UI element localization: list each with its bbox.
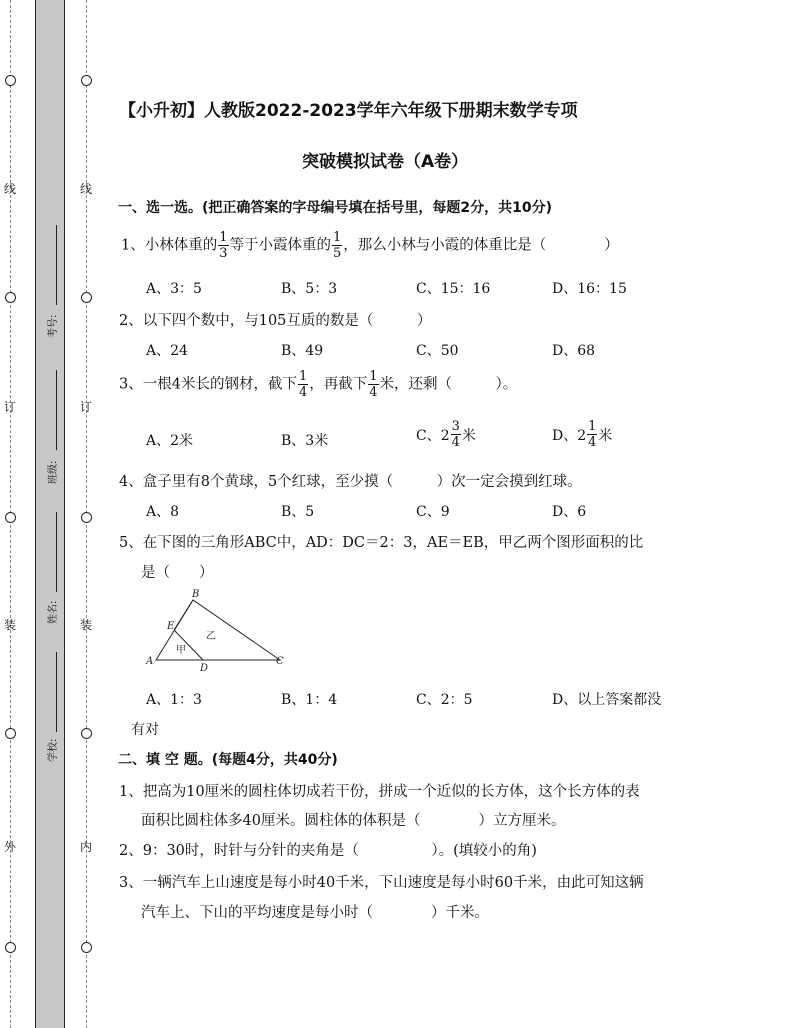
option-a: A、8 xyxy=(146,504,180,520)
option-d: D、以上答案都没 xyxy=(552,692,662,708)
binding-hole xyxy=(81,292,92,303)
option-c: C、15：16 xyxy=(416,281,491,297)
fill-question-3: 3、一辆汽车上山速度是每小时40千米，下山速度是每小时60千米，由此可知这辆 xyxy=(119,875,644,891)
page-subtitle: 突破模拟试卷（A卷） xyxy=(302,152,469,172)
fill-question-3-continued: 汽车上、下山的平均速度是每小时（ ）千米。 xyxy=(141,905,489,921)
option-d: D、2 $\frac{1}{4}$ 米 xyxy=(552,419,613,450)
field-underline xyxy=(56,512,57,592)
option-d-continued: 有对 xyxy=(131,722,159,738)
question-5-continued: 是（ ） xyxy=(141,565,214,581)
binding-hole xyxy=(5,512,16,523)
margin-char-zhuang: 装 xyxy=(4,618,17,632)
fraction: $\frac{1}{4}$ xyxy=(298,369,308,400)
option-a: A、2米 xyxy=(146,433,194,449)
fraction: $\frac{1}{4}$ xyxy=(369,369,378,400)
fraction: $\frac{1}{4}$ xyxy=(588,419,597,450)
fraction: $\frac{3}{4}$ xyxy=(451,419,460,450)
section-heading-choice: 一、选一选。(把正确答案的字母编号填在括号里，每题2分，共10分) xyxy=(118,200,553,216)
section-heading-fill: 二、填 空 题。(每题4分，共40分) xyxy=(118,752,338,768)
option-c: C、2 $\frac{3}{4}$ 米 xyxy=(416,419,476,450)
option-d: D、16：15 xyxy=(552,281,627,297)
option-b: B、1：4 xyxy=(281,692,338,708)
label-e: E xyxy=(167,621,175,632)
binding-strip xyxy=(35,0,65,1028)
option-a: A、3：5 xyxy=(146,281,202,297)
label-c: C xyxy=(276,656,284,667)
fill-question-1: 1、把高为10厘米的圆柱体切成若干份，拼成一个近似的长方体，这个长方体的表 xyxy=(119,784,640,800)
option-b: B、5：3 xyxy=(281,281,338,297)
margin-char-wai: 外 xyxy=(4,840,17,854)
label-d: D xyxy=(200,663,209,674)
label-b: B xyxy=(192,589,200,600)
binding-hole xyxy=(81,512,92,523)
question-2: 2、以下四个数中，与105互质的数是（ ） xyxy=(119,313,432,329)
fraction: $\frac{1}{3}$ xyxy=(219,230,228,261)
binding-hole xyxy=(5,292,16,303)
field-school: 学校: xyxy=(48,738,59,762)
question-3: 3、一根4米长的钢材，截下 $\frac{1}{4}$ ，再截下 $\frac{1}{4}$ 米，还剩（ ）。 xyxy=(119,369,518,400)
binding-hole xyxy=(81,942,92,953)
binding-hole xyxy=(5,942,16,953)
option-d: D、68 xyxy=(552,343,596,359)
option-d: D、6 xyxy=(552,504,587,520)
margin-char-ding: 订 xyxy=(80,400,93,414)
option-c: C、9 xyxy=(416,504,450,520)
field-exam-number: 考号: xyxy=(48,314,59,338)
margin-char-xian: 线 xyxy=(4,182,17,196)
option-b: B、49 xyxy=(281,343,324,359)
fill-question-2: 2、9：30时，时针与分针的夹角是（ ）。(填较小的角) xyxy=(119,843,537,859)
margin-char-nei: 内 xyxy=(80,840,93,854)
question-5: 5、在下图的三角形ABC中，AD：DC＝2：3，AE＝EB，甲乙两个图形面积的比 xyxy=(119,535,644,551)
option-a: A、24 xyxy=(146,343,188,359)
question-1: 1、小林体重的 $\frac{1}{3}$ 等于小霞体重的 $\frac{1}{5}$ ，那么小林与小霞的体重比是（ ） xyxy=(121,230,619,261)
margin-char-xian: 线 xyxy=(80,182,93,196)
fill-question-1-continued: 面积比圆柱体多40厘米。圆柱体的体积是（ ）立方厘米。 xyxy=(141,813,566,829)
field-underline xyxy=(56,652,57,732)
option-c: C、2：5 xyxy=(416,692,473,708)
field-underline xyxy=(56,370,57,450)
label-a: A xyxy=(146,656,154,667)
field-underline xyxy=(56,225,57,305)
option-b: B、3米 xyxy=(281,433,329,449)
margin-char-ding: 订 xyxy=(4,400,17,414)
field-name: 姓名: xyxy=(48,600,59,624)
option-a: A、1：3 xyxy=(146,692,202,708)
binding-hole xyxy=(81,728,92,739)
triangle-abc-figure xyxy=(140,585,300,675)
binding-hole xyxy=(81,75,92,86)
option-c: C、50 xyxy=(416,343,459,359)
field-class: 班级: xyxy=(48,460,59,484)
margin-char-zhuang: 装 xyxy=(80,618,93,632)
binding-hole xyxy=(5,75,16,86)
binding-hole xyxy=(5,728,16,739)
page-title: 【小升初】人教版2022-2023学年六年级下册期末数学专项 xyxy=(119,101,578,121)
label-jia: 甲 xyxy=(176,645,186,656)
fraction: $\frac{1}{5}$ xyxy=(333,230,342,261)
question-4: 4、盒子里有8个黄球，5个红球，至少摸（ ）次一定会摸到红球。 xyxy=(119,474,582,490)
segment-eb xyxy=(174,600,193,630)
option-b: B、5 xyxy=(281,504,315,520)
label-yi: 乙 xyxy=(206,631,216,642)
